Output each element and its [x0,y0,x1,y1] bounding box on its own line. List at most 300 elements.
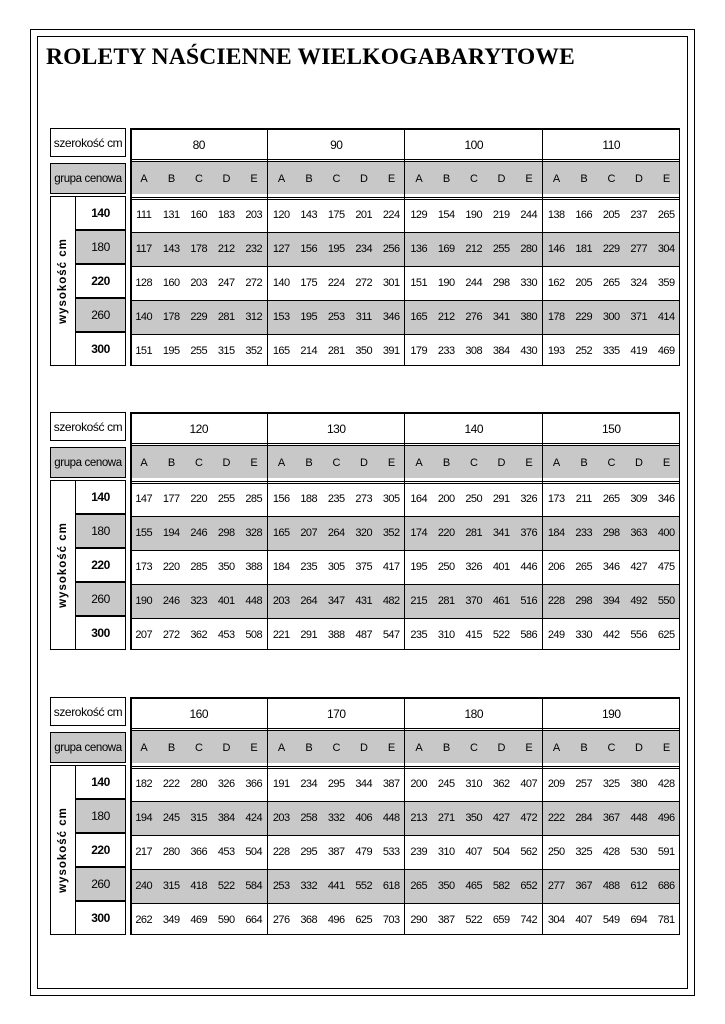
price-cell: 206 [547,561,565,573]
price-cell: 234 [300,778,318,790]
price-cell: 300 [602,311,620,323]
width-header: 110 [602,137,621,152]
price-cell: 328 [245,527,263,539]
price-cell: 407 [465,846,483,858]
price-cell: 406 [355,812,373,824]
price-cell: 200 [437,493,455,505]
price-group-letter: E [387,456,395,469]
price-cell: 166 [575,209,593,221]
price-cell: 244 [520,209,538,221]
price-cell: 352 [245,345,263,357]
width-header: 160 [189,706,209,721]
price-cell: 138 [547,209,565,221]
price-cell: 277 [547,880,565,892]
price-cell: 384 [217,812,235,824]
price-group-letter: B [442,456,450,469]
price-cell: 175 [327,209,345,221]
price-group-letter: D [497,456,505,469]
price-cell: 308 [465,345,483,357]
width-header: 170 [326,706,346,721]
price-cell: 370 [465,595,483,607]
price-cell: 281 [327,345,345,357]
price-group-letter: B [305,172,313,185]
height-column [50,480,126,650]
price-cell: 362 [190,629,208,641]
price-group-letter: C [470,456,478,469]
price-cell: 203 [245,209,263,221]
price-cell: 156 [272,493,290,505]
price-cell: 612 [630,880,648,892]
price-cell: 249 [547,629,565,641]
price-cell: 431 [355,595,373,607]
price-group-letter: C [607,456,615,469]
price-cell: 214 [300,345,318,357]
price-group-letter: A [552,172,560,185]
price-grid [130,697,680,935]
price-group-letter: E [250,741,258,754]
price-cell: 195 [410,561,428,573]
height-value: 300 [76,901,126,935]
price-cell: 143 [300,209,318,221]
price-cell: 271 [437,812,455,824]
height-value: 180 [76,514,126,548]
price-cell: 550 [657,595,675,607]
price-cell: 686 [657,880,675,892]
price-cell: 311 [355,311,372,323]
price-group-letter: A [277,172,285,185]
price-cell: 203 [190,277,208,289]
price-cell: 298 [492,277,510,289]
price-cell: 281 [217,311,235,323]
price-group-letter: D [360,172,368,185]
price-group-letter: B [580,741,588,754]
price-cell: 228 [272,846,290,858]
width-header: 90 [330,137,343,152]
price-cell: 430 [520,345,538,357]
price-cell: 191 [272,778,290,790]
height-value: 220 [76,264,126,298]
price-group-letter: B [580,172,588,185]
price-cell: 326 [465,561,483,573]
price-cell: 229 [602,243,620,255]
price-cell: 428 [657,778,675,790]
price-cell: 530 [630,846,648,858]
price-cell: 258 [300,812,318,824]
width-label: szerokość cm [50,697,126,726]
price-cell: 315 [162,880,180,892]
width-header: 150 [601,421,621,436]
price-cell: 407 [520,778,538,790]
price-cell: 285 [190,561,208,573]
price-cell: 323 [190,595,208,607]
width-header: 100 [464,137,484,152]
price-cell: 246 [162,595,180,607]
price-cell: 273 [355,493,373,505]
price-cell: 280 [190,778,208,790]
price-cell: 256 [382,243,400,255]
price-cell: 224 [327,277,345,289]
price-cell: 350 [217,561,235,573]
price-cell: 228 [547,595,565,607]
width-label: szerokość cm [50,128,126,157]
price-cell: 250 [547,846,565,858]
height-column [50,765,126,935]
price-cell: 201 [355,209,373,221]
price-cell: 291 [492,493,510,505]
price-cell: 151 [410,277,428,289]
price-cell: 193 [547,345,565,357]
price-cell: 504 [492,846,510,858]
price-cell: 250 [437,561,455,573]
price-cell: 169 [437,243,455,255]
price-cell: 147 [135,493,153,505]
price-group-letter: D [497,172,505,185]
price-group-letter: B [305,741,313,754]
price-cell: 479 [355,846,373,858]
price-cell: 332 [300,880,318,892]
price-cell: 235 [410,629,428,641]
price-cell: 312 [245,311,263,323]
price-cell: 215 [410,595,428,607]
price-table [50,697,680,935]
price-cell: 325 [575,846,593,858]
price-cell: 182 [135,778,153,790]
price-cell: 446 [520,561,538,573]
width-header: 120 [189,421,209,436]
price-cell: 522 [465,914,483,926]
price-cell: 181 [575,243,593,255]
height-value: 300 [76,332,126,366]
price-cell: 366 [190,846,208,858]
price-cell: 504 [245,846,263,858]
price-cell: 582 [492,880,510,892]
price-group-letter: C [195,456,203,469]
price-group-letter: D [360,456,368,469]
price-cell: 195 [300,311,318,323]
price-cell: 277 [630,243,648,255]
price-cell: 155 [135,527,153,539]
price-cell: 694 [630,914,648,926]
price-cell: 362 [492,778,510,790]
price-cell: 298 [602,527,620,539]
price-group-letter: C [195,741,203,754]
price-cell: 190 [437,277,455,289]
price-cell: 325 [602,778,620,790]
price-cell: 371 [630,311,648,323]
price-cell: 326 [217,778,235,790]
price-cell: 388 [327,629,345,641]
price-cell: 461 [492,595,510,607]
height-label-box [50,765,76,935]
price-grid [130,412,680,650]
price-cell: 380 [630,778,648,790]
price-cell: 465 [465,880,483,892]
price-cell: 428 [602,846,620,858]
price-cell: 310 [437,629,455,641]
price-cell: 388 [245,561,263,573]
price-table [50,128,680,366]
price-cell: 162 [547,277,565,289]
price-group-letter: E [525,456,533,469]
price-cell: 367 [602,812,620,824]
price-group-letter: D [222,741,230,754]
height-value: 180 [76,230,126,264]
price-group-letter: C [470,741,478,754]
price-cell: 252 [575,345,593,357]
price-cell: 625 [657,629,675,641]
price-cell: 492 [630,595,648,607]
price-cell: 346 [382,311,400,323]
price-cell: 448 [382,812,400,824]
price-cell: 164 [410,493,428,505]
price-cell: 194 [135,812,153,824]
price-group-letter: E [662,741,670,754]
price-cell: 659 [492,914,510,926]
price-group-letter: B [167,456,175,469]
price-cell: 625 [355,914,373,926]
price-cell: 281 [465,527,483,539]
price-group-letter: A [415,172,423,185]
height-value: 260 [76,582,126,616]
price-cell: 368 [300,914,318,926]
price-cell: 276 [272,914,290,926]
price-group-letter: D [635,741,643,754]
price-cell: 203 [272,812,290,824]
price-cell: 290 [410,914,428,926]
price-group-letter: A [552,741,560,754]
price-cell: 272 [162,629,180,641]
price-cell: 235 [327,493,345,505]
price-cell: 280 [162,846,180,858]
price-cell: 703 [382,914,400,926]
price-cell: 233 [575,527,593,539]
price-group-letter: E [662,172,670,185]
price-group-letter: A [415,456,423,469]
price-cell: 556 [630,629,648,641]
price-cell: 291 [300,629,318,641]
price-group-label: grupa cenowa [50,447,126,478]
price-cell: 265 [657,209,675,221]
price-group-letter: B [305,456,313,469]
price-cell: 233 [437,345,455,357]
price-cell: 375 [355,561,373,573]
height-value: 260 [76,298,126,332]
price-group-label: grupa cenowa [50,163,126,194]
price-cell: 203 [272,595,290,607]
price-cell: 584 [245,880,263,892]
price-cell: 419 [630,345,648,357]
price-cell: 547 [382,629,400,641]
width-header: 180 [464,706,484,721]
price-cell: 165 [272,527,290,539]
price-cell: 179 [410,345,428,357]
width-header: 130 [326,421,346,436]
price-cell: 591 [657,846,675,858]
price-cell: 247 [217,277,235,289]
price-cell: 330 [520,277,538,289]
price-group-letter: E [387,172,395,185]
price-cell: 522 [492,629,510,641]
price-cell: 211 [575,493,592,505]
price-cell: 207 [135,629,153,641]
price-cell: 415 [465,629,483,641]
price-cell: 190 [135,595,153,607]
price-cell: 533 [382,846,400,858]
price-group-letter: B [442,741,450,754]
price-cell: 285 [245,493,263,505]
price-cell: 469 [657,345,675,357]
price-group-letter: B [167,741,175,754]
price-cell: 320 [355,527,373,539]
price-cell: 151 [135,345,153,357]
price-cell: 245 [162,812,180,824]
price-cell: 387 [382,778,400,790]
price-cell: 387 [437,914,455,926]
price-cell: 160 [190,209,208,221]
price-cell: 200 [410,778,428,790]
price-cell: 246 [190,527,208,539]
price-cell: 562 [520,846,538,858]
price-cell: 324 [630,277,648,289]
height-label: wysokość cm [57,522,69,608]
price-cell: 221 [272,629,290,641]
price-cell: 417 [382,561,400,573]
price-group-letter: A [277,456,285,469]
price-cell: 209 [547,778,565,790]
price-cell: 352 [382,527,400,539]
price-cell: 295 [300,846,318,858]
price-cell: 255 [492,243,510,255]
price-cell: 508 [245,629,263,641]
price-cell: 284 [575,812,593,824]
price-group-letter: C [470,172,478,185]
price-cell: 441 [327,880,345,892]
price-group-letter: B [167,172,175,185]
price-group-letter: C [332,741,340,754]
price-cell: 127 [272,243,290,255]
width-header: 80 [192,137,205,152]
price-cell: 376 [520,527,538,539]
price-cell: 183 [217,209,235,221]
price-cell: 391 [382,345,400,357]
price-group-letter: D [222,456,230,469]
price-grid [130,128,680,366]
price-cell: 350 [465,812,483,824]
price-cell: 305 [327,561,345,573]
price-cell: 590 [217,914,235,926]
price-cell: 380 [520,311,538,323]
price-group-label: grupa cenowa [50,732,126,763]
price-cell: 332 [327,812,345,824]
price-group-letter: A [415,741,423,754]
page-title: ROLETY NAŚCIENNE WIELKOGABARYTOWE [46,44,575,70]
price-cell: 400 [657,527,675,539]
price-group-letter: D [635,172,643,185]
price-cell: 235 [300,561,318,573]
price-cell: 165 [410,311,428,323]
price-cell: 165 [272,345,290,357]
price-cell: 207 [300,527,318,539]
price-cell: 237 [630,209,648,221]
height-value: 140 [76,480,126,514]
price-cell: 212 [437,311,455,323]
price-group-letter: D [635,456,643,469]
height-value: 260 [76,867,126,901]
price-cell: 401 [492,561,510,573]
price-cell: 143 [162,243,180,255]
price-cell: 301 [382,277,400,289]
height-value: 140 [76,765,126,799]
price-cell: 367 [575,880,593,892]
price-group-letter: A [140,456,148,469]
price-cell: 448 [245,595,263,607]
price-cell: 652 [520,880,538,892]
price-cell: 154 [437,209,455,221]
price-cell: 234 [355,243,373,255]
price-cell: 178 [190,243,208,255]
price-cell: 131 [162,209,180,221]
price-cell: 136 [410,243,428,255]
price-cell: 194 [162,527,180,539]
price-cell: 184 [547,527,565,539]
price-cell: 346 [657,493,675,505]
price-cell: 253 [272,880,290,892]
price-cell: 315 [217,345,235,357]
price-cell: 178 [547,311,565,323]
price-cell: 160 [162,277,180,289]
price-cell: 212 [217,243,235,255]
price-cell: 414 [657,311,675,323]
price-cell: 418 [190,880,208,892]
price-group-letter: E [250,456,258,469]
price-cell: 549 [602,914,620,926]
price-cell: 257 [575,778,593,790]
price-cell: 487 [355,629,373,641]
height-label-box [50,196,76,366]
price-cell: 366 [245,778,263,790]
price-cell: 239 [410,846,428,858]
price-group-letter: E [662,456,670,469]
price-group-letter: E [250,172,258,185]
price-cell: 448 [630,812,648,824]
price-cell: 469 [190,914,208,926]
price-cell: 264 [300,595,318,607]
price-group-letter: B [442,172,450,185]
price-cell: 188 [300,493,318,505]
price-cell: 304 [547,914,565,926]
price-cell: 427 [492,812,510,824]
price-cell: 310 [437,846,455,858]
price-cell: 344 [355,778,373,790]
price-cell: 453 [217,629,235,641]
price-group-letter: C [607,741,615,754]
price-cell: 309 [630,493,648,505]
price-cell: 229 [575,311,593,323]
price-cell: 496 [657,812,675,824]
price-cell: 330 [575,629,593,641]
price-cell: 250 [465,493,483,505]
price-cell: 298 [575,595,593,607]
price-cell: 177 [162,493,180,505]
price-cell: 173 [547,493,565,505]
price-cell: 346 [602,561,620,573]
price-group-letter: A [277,741,285,754]
price-cell: 265 [410,880,428,892]
price-cell: 244 [465,277,483,289]
price-cell: 222 [547,812,565,824]
price-cell: 212 [465,243,483,255]
price-cell: 265 [575,561,593,573]
